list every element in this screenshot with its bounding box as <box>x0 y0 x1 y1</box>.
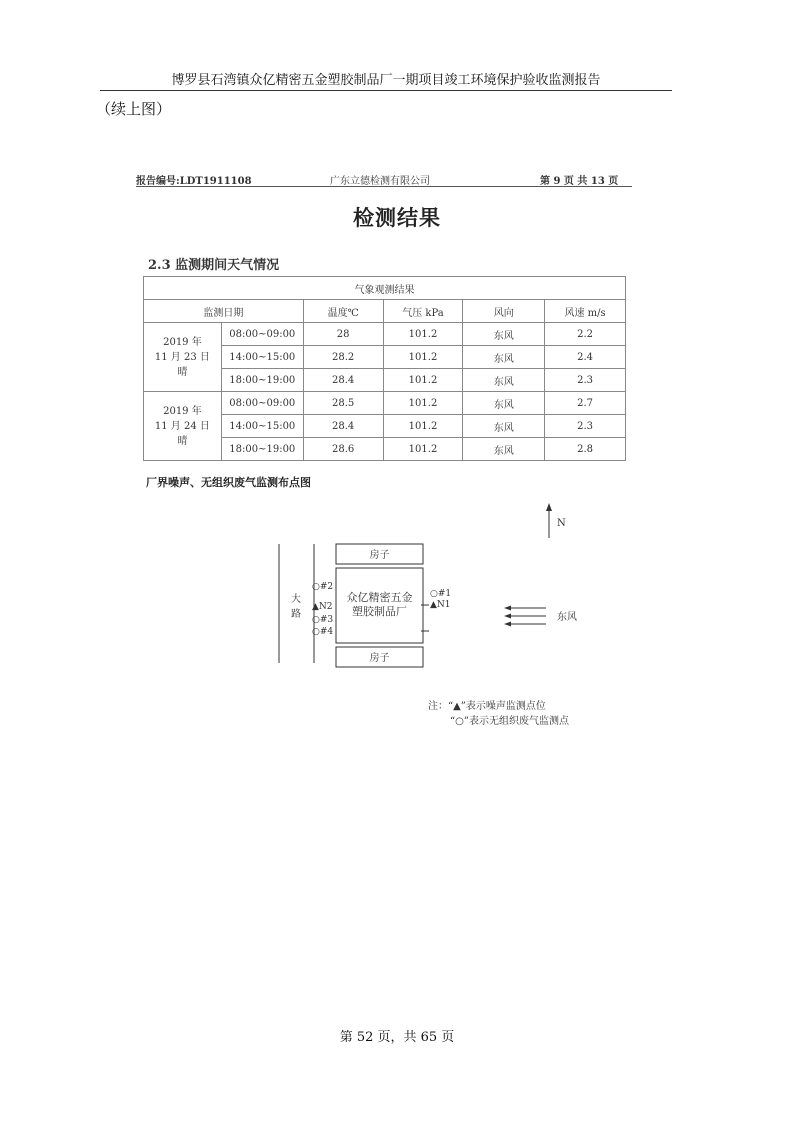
time-cell: 14:00~15:00 <box>221 346 303 369</box>
legend-note-noise: 注：“▲”表示噪声监测点位 <box>428 701 546 712</box>
time-cell: 18:00~19:00 <box>221 438 303 461</box>
diagram-heading: 厂界噪声、无组织废气监测布点图 <box>146 476 311 489</box>
factory-label-2: 塑胶制品厂 <box>352 605 407 618</box>
pressure-cell: 101.2 <box>383 438 463 461</box>
table-caption: 气象观测结果 <box>144 277 626 300</box>
north-label: N <box>557 518 566 529</box>
header-wind-speed: 风速 m/s <box>545 300 626 323</box>
road-label-2: 路 <box>291 609 301 620</box>
wind-dir-cell: 东风 <box>463 323 545 346</box>
date-weather: 晴 <box>177 435 188 447</box>
point-4-label: ○#4 <box>312 627 334 637</box>
time-cell: 18:00~19:00 <box>221 369 303 392</box>
continuation-label: （续上图） <box>96 100 172 118</box>
pressure-cell: 101.2 <box>383 346 463 369</box>
inner-header-rule <box>136 186 632 187</box>
inner-page-info: 第 9 页 共 13 页 <box>540 176 619 187</box>
header-date: 监测日期 <box>144 300 304 323</box>
date-cell <box>144 323 222 392</box>
date-year: 2019 年 <box>163 336 202 348</box>
temp-cell: 28.2 <box>303 346 383 369</box>
temp-cell: 28.6 <box>303 438 383 461</box>
header-pressure: 气压 kPa <box>383 300 463 323</box>
temp-cell: 28.4 <box>303 415 383 438</box>
wind-speed-cell: 2.3 <box>545 369 626 392</box>
time-cell: 08:00~09:00 <box>221 323 303 346</box>
wind-dir-cell: 东风 <box>463 415 545 438</box>
header-rule <box>100 90 672 91</box>
table-row <box>144 323 626 346</box>
company-name: 广东立德检测有限公司 <box>330 176 430 187</box>
point-2-label: ○#2 <box>312 582 334 592</box>
date-year: 2019 年 <box>163 405 202 417</box>
temp-cell: 28.4 <box>303 369 383 392</box>
page-footer: 第 52 页，共 65 页 <box>339 1030 455 1045</box>
wind-speed-cell: 2.4 <box>545 346 626 369</box>
date-cell <box>144 392 222 461</box>
page-title: 检测结果 <box>353 206 441 230</box>
date-day: 11 月 24 日 <box>154 420 210 432</box>
date-weather: 晴 <box>177 366 188 378</box>
wind-arrows-icon <box>504 606 546 627</box>
wind-label: 东风 <box>557 612 577 623</box>
wind-dir-cell: 东风 <box>463 438 545 461</box>
wind-speed-cell: 2.8 <box>545 438 626 461</box>
temp-cell: 28.5 <box>303 392 383 415</box>
wind-dir-cell: 东风 <box>463 346 545 369</box>
noise-n1-label: ▲N1 <box>430 600 451 610</box>
table-caption-row <box>144 277 626 300</box>
legend-note-gas: “○”表示无组织废气监测点 <box>450 716 569 727</box>
wind-dir-cell: 东风 <box>463 392 545 415</box>
table-row <box>144 392 626 415</box>
factory-label-1: 众亿精密五金 <box>346 591 413 604</box>
header-wind-dir: 风向 <box>463 300 545 323</box>
header-temp: 温度℃ <box>303 300 383 323</box>
time-cell: 08:00~09:00 <box>221 392 303 415</box>
wind-dir-cell: 东风 <box>463 369 545 392</box>
noise-n2-label: ▲N2 <box>312 602 333 612</box>
temp-cell: 28 <box>303 323 383 346</box>
time-cell: 14:00~15:00 <box>221 415 303 438</box>
wind-speed-cell: 2.3 <box>545 415 626 438</box>
wind-speed-cell: 2.7 <box>545 392 626 415</box>
document-header: 博罗县石湾镇众亿精密五金塑胶制品厂一期项目竣工环境保护验收监测报告 <box>171 73 601 88</box>
section-heading: 2.3 监测期间天气情况 <box>148 258 280 273</box>
pressure-cell: 101.2 <box>383 415 463 438</box>
date-day: 11 月 23 日 <box>154 351 210 363</box>
house-top-label: 房子 <box>369 550 390 561</box>
pressure-cell: 101.2 <box>383 323 463 346</box>
pressure-cell: 101.2 <box>383 369 463 392</box>
wind-speed-cell: 2.2 <box>545 323 626 346</box>
report-number: 报告编号:LDT1911108 <box>136 176 252 187</box>
point-1-label: ○#1 <box>430 589 452 599</box>
north-arrow-icon <box>546 503 552 538</box>
house-bottom-label: 房子 <box>369 653 390 664</box>
table-header-row <box>144 300 626 323</box>
pressure-cell: 101.2 <box>383 392 463 415</box>
weather-table <box>143 276 626 461</box>
point-3-label: ○#3 <box>312 615 334 625</box>
road-label-1: 大 <box>291 594 301 605</box>
monitoring-layout-diagram <box>270 500 590 675</box>
